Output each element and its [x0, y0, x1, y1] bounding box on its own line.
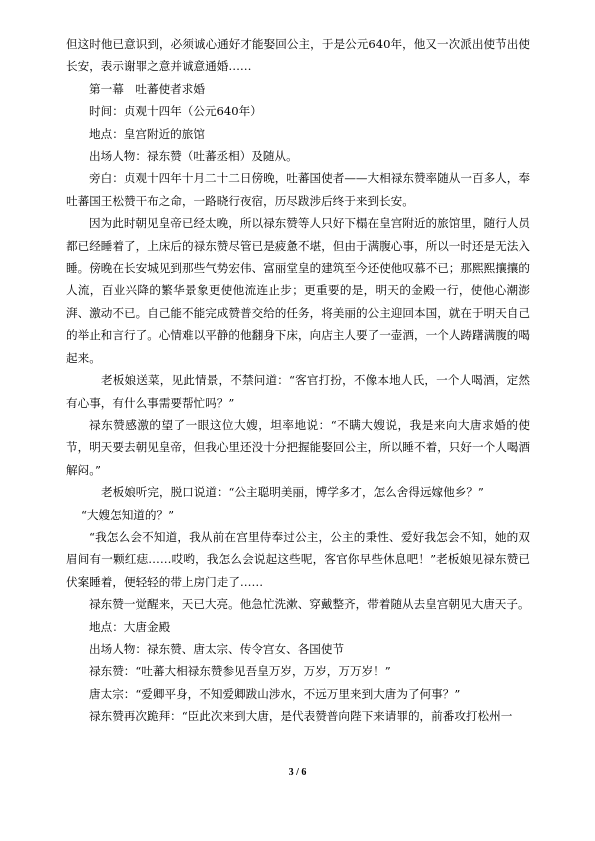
- dialogue-line: 禄东赞再次跪拜：“臣此次来到大唐，是代表赞普向陛下来请罪的，前番攻打松州一: [89, 709, 513, 724]
- paragraph: “我怎么会不知道，我从前在宫里侍奉过公主，公主的秉性、爱好我怎会不知，她的双眉间有一颗红痣……哎哟，我怎么会说起这些呢，客官你早些休息吧！”老板娘见禄东赞已伏案睡着，便轻轻的带上房门走了……: [66, 529, 530, 589]
- scene-location: 地点：大唐金殿: [89, 619, 171, 634]
- act-heading: 第一幕 吐蕃使者求婚: [89, 81, 205, 96]
- paragraph: 禄东赞一觉醒来，天已大亮。他急忙洗漱、穿戴整齐，带着随从去皇宫朝见大唐天子。: [89, 597, 530, 612]
- scene-time: 时间：贞观十四年（公元640年）: [89, 104, 262, 119]
- paragraph: 老板娘听完，脱口说道：“公主聪明美丽，博学多才，怎么舍得远嫁他乡？”: [101, 485, 484, 500]
- narration-paragraph: 旁白：贞观十四年十月二十二日傍晚，吐蕃国使者——大相禄东赞率随从一百多人，奉吐蕃国王松赞干布之命，一路晓行夜宿，历尽跋涉后终于来到长安。: [66, 171, 530, 208]
- dialogue-line: 唐太宗：“爱卿平身，不知爱卿跋山涉水，不远万里来到大唐为了何事？”: [89, 686, 461, 701]
- body-text: [66, 33, 530, 728]
- paragraph: 老板娘送菜，见此情景，不禁问道：“客官打扮，不像本地人氏，一个人喝酒，定然有心事，有什么事需要帮忙吗？”: [66, 373, 530, 410]
- page-number: 3 / 6: [288, 767, 307, 778]
- paragraph: 禄东赞感激的望了一眼这位大嫂，坦率地说：“不瞒大嫂说，我是来向大唐求婚的使节，明天要去朝见皇帝，但我心里还没十分把握能娶回公主，所以睡不着，只好一个人喝酒解闷。”: [66, 417, 530, 477]
- dialogue-line: 禄东赞：“吐蕃大相禄东赞参见吾皇万岁，万岁，万万岁！”: [89, 664, 391, 679]
- paragraph: 因为此时朝见皇帝已经太晚，所以禄东赞等人只好下榻在皇宫附近的旅馆里，随行人员都已经睡着了，上床后的禄东赞尽管已是疲惫不堪，但由于满腹心事，所以一时还是无法入睡。傍晚在长安城见到那些气势宏伟、富丽堂皇的建筑至今还使他叹慕不已；那熙熙攘攘的人流，百业兴降的繁华景象更使他流连止步；更重要的是，明天的金殿一行，使他心潮澎湃、激动不已。自己能不能完成赞普交给的任务，将美丽的公主迎回本国，就在于明天自己的举止和言行了。心情难以平静的他翻身下床，向店主人要了一壶酒，一个人踌躇满腹的喝起来。: [66, 216, 530, 365]
- paragraph: 但这时他已意识到，必须诚心通好才能娶回公主，于是公元640年，他又一次派出使节出使长安，表示谢罪之意并诚意通婚……: [66, 37, 530, 74]
- scene-characters: 出场人物：禄东赞、唐太宗、传令宫女、各国使节: [89, 641, 345, 656]
- dialogue-line: “大嫂怎知道的？”: [81, 507, 175, 522]
- scene-location: 地点：皇宫附近的旅馆: [89, 126, 205, 141]
- scene-characters: 出场人物：禄东赞（吐蕃丞相）及随从。: [89, 149, 298, 164]
